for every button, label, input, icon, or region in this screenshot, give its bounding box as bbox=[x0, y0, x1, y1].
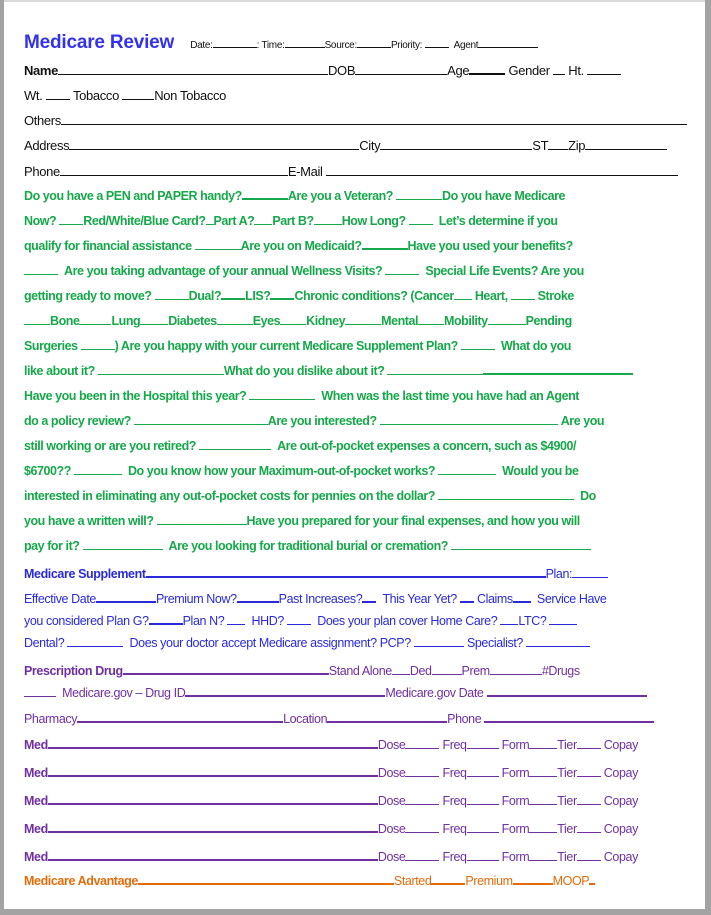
question-text: Heart, bbox=[474, 289, 508, 303]
others-row bbox=[24, 113, 696, 128]
form-page bbox=[4, 0, 705, 909]
premium-label: Premium bbox=[465, 874, 513, 888]
age-field[interactable] bbox=[469, 72, 505, 75]
plan-n-label: Plan N? bbox=[182, 614, 225, 628]
tier-field[interactable] bbox=[577, 747, 601, 749]
advantage-heading: Medicare Advantage bbox=[24, 874, 138, 888]
med-label: Med bbox=[24, 738, 48, 752]
question-text: What do you bbox=[500, 339, 571, 353]
supplement-heading-row bbox=[24, 567, 696, 581]
phone-field[interactable] bbox=[60, 174, 288, 176]
tier-field[interactable] bbox=[577, 859, 601, 861]
question-text: Are you interested? bbox=[267, 414, 377, 428]
question-text: Lung bbox=[111, 314, 141, 328]
question-line-11 bbox=[24, 439, 696, 453]
question-text: Let’s determine if you bbox=[438, 214, 558, 228]
question-text: Special Life Events? Are you bbox=[425, 264, 584, 278]
stand-alone-field[interactable] bbox=[392, 673, 410, 675]
question-line-4 bbox=[24, 264, 696, 278]
med-field[interactable] bbox=[48, 746, 378, 749]
advantage-field[interactable] bbox=[138, 882, 394, 885]
question-line-3 bbox=[24, 239, 696, 253]
dose-field[interactable] bbox=[405, 859, 439, 861]
specialist-label: Specialist? bbox=[466, 636, 523, 650]
date-label: Date: bbox=[190, 40, 213, 51]
supplement-row-2 bbox=[24, 614, 696, 628]
form-field[interactable] bbox=[529, 859, 557, 861]
copay-label: Copay bbox=[603, 766, 638, 780]
started-label: Started bbox=[393, 874, 432, 888]
med-row bbox=[24, 766, 696, 780]
freq-field[interactable] bbox=[467, 803, 499, 805]
question-text: Are you taking advantage of your annual Wellness Visits? bbox=[64, 264, 383, 278]
prescription-heading-row bbox=[24, 664, 696, 678]
name-row bbox=[24, 63, 696, 78]
moop-label: MOOP bbox=[552, 874, 590, 888]
time-field[interactable] bbox=[285, 46, 325, 48]
email-field[interactable] bbox=[326, 174, 678, 176]
med-row bbox=[24, 850, 696, 864]
question-line-9 bbox=[24, 389, 696, 403]
claims-field[interactable] bbox=[513, 600, 531, 603]
question-line-7 bbox=[24, 339, 696, 353]
question-line-2 bbox=[24, 214, 696, 228]
prescription-row-2 bbox=[24, 712, 696, 726]
effective-date-label: Effective Date bbox=[24, 592, 96, 606]
answer-field[interactable] bbox=[74, 473, 122, 475]
answer-field[interactable] bbox=[438, 498, 574, 500]
supplement-row-3 bbox=[24, 636, 696, 650]
question-text: getting ready to move? bbox=[24, 289, 152, 303]
question-text: Diabetes bbox=[168, 314, 217, 328]
diabetes-field[interactable] bbox=[217, 323, 253, 325]
address-row bbox=[24, 138, 696, 153]
answer-field[interactable] bbox=[155, 298, 189, 300]
mobility-field[interactable] bbox=[488, 323, 526, 325]
med-row bbox=[24, 822, 696, 836]
cancer-field[interactable] bbox=[454, 298, 472, 300]
agent-field[interactable] bbox=[478, 46, 538, 48]
question-text: qualify for financial assistance bbox=[24, 239, 192, 253]
plan-g-label: you considered Plan G? bbox=[24, 614, 149, 628]
question-text: Would you be bbox=[502, 464, 579, 478]
question-text: What do you dislike about it? bbox=[223, 364, 385, 378]
question-text: Pending bbox=[525, 314, 572, 328]
question-text: Bone bbox=[50, 314, 80, 328]
med-label: Med bbox=[24, 822, 48, 836]
city-field[interactable] bbox=[380, 148, 532, 150]
ht-field[interactable] bbox=[587, 73, 621, 75]
source-field[interactable] bbox=[357, 46, 391, 48]
form-label: Form bbox=[501, 766, 530, 780]
question-line-15 bbox=[24, 539, 696, 553]
gender-label: Gender bbox=[508, 63, 550, 78]
dose-field[interactable] bbox=[405, 803, 439, 805]
freq-label: Freq bbox=[442, 766, 467, 780]
pharmacy-label: Pharmacy bbox=[24, 712, 78, 726]
freq-field[interactable] bbox=[467, 831, 499, 833]
question-text: Dual? bbox=[188, 289, 222, 303]
pharmacy-phone-field[interactable] bbox=[484, 720, 654, 723]
dual-field[interactable] bbox=[221, 297, 245, 300]
effective-date-field[interactable] bbox=[96, 600, 156, 603]
specialist-field[interactable] bbox=[526, 645, 590, 647]
claims-label: Claims bbox=[476, 592, 513, 606]
copay-label: Copay bbox=[603, 850, 638, 864]
question-text: Are you on Medicaid? bbox=[240, 239, 362, 253]
question-text: How Long? bbox=[341, 214, 406, 228]
hhd-label: HHD? bbox=[251, 614, 284, 628]
page-title: Medicare Review bbox=[24, 32, 175, 53]
question-text: Are you looking for traditional burial or cremation? bbox=[168, 539, 448, 553]
others-label: Others bbox=[24, 113, 61, 128]
question-text: Red/White/Blue Card? bbox=[83, 214, 206, 228]
question-text: like about it? bbox=[24, 364, 95, 378]
question-text: Do you have Medicare bbox=[442, 189, 566, 203]
answer-field[interactable] bbox=[83, 548, 163, 550]
med-row bbox=[24, 794, 696, 808]
plan-field[interactable] bbox=[572, 576, 608, 578]
question-text: Are out-of-pocket expenses a concern, such as $4900/ bbox=[277, 439, 577, 453]
dose-label: Dose bbox=[377, 822, 406, 836]
question-text: Have you prepared for your final expenses, and how you will bbox=[246, 514, 580, 528]
ded-field[interactable] bbox=[432, 673, 462, 675]
started-field[interactable] bbox=[431, 882, 465, 885]
supplement-field[interactable] bbox=[146, 575, 546, 578]
question-line-12 bbox=[24, 464, 696, 478]
freq-field[interactable] bbox=[467, 747, 499, 749]
med-field[interactable] bbox=[48, 830, 378, 833]
supplement-heading: Medicare Supplement bbox=[24, 567, 146, 581]
question-text: Are you a Veteran? bbox=[287, 189, 393, 203]
answer-field[interactable] bbox=[249, 398, 315, 400]
ltc-field[interactable] bbox=[549, 623, 577, 625]
prescription-heading: Prescription Drug bbox=[24, 664, 123, 678]
prem-label: Prem bbox=[461, 664, 490, 678]
freq-field[interactable] bbox=[467, 775, 499, 777]
med-field[interactable] bbox=[48, 858, 378, 861]
city-label: City bbox=[359, 138, 381, 153]
phone-label: Phone bbox=[24, 164, 60, 179]
question-line-5 bbox=[24, 289, 696, 303]
home-care-label: Does your plan cover Home Care? bbox=[317, 614, 498, 628]
premium-field[interactable] bbox=[513, 882, 553, 885]
address-field[interactable] bbox=[69, 148, 359, 150]
question-text: you have a written will? bbox=[24, 514, 154, 528]
freq-label: Freq bbox=[442, 850, 467, 864]
form-field[interactable] bbox=[529, 831, 557, 833]
ltc-label: LTC? bbox=[518, 614, 547, 628]
med-label: Med bbox=[24, 766, 48, 780]
question-text: Mobility bbox=[444, 314, 488, 328]
prem-field[interactable] bbox=[490, 673, 542, 675]
answer-field[interactable] bbox=[134, 423, 268, 425]
premium-now-label: Premium Now? bbox=[156, 592, 237, 606]
header-row bbox=[24, 32, 696, 54]
location-field[interactable] bbox=[327, 720, 447, 723]
prescription-row-1 bbox=[24, 686, 696, 700]
answer-field[interactable] bbox=[24, 273, 58, 275]
answer-field[interactable] bbox=[380, 423, 558, 425]
answer-field[interactable] bbox=[314, 223, 342, 225]
copay-label: Copay bbox=[603, 738, 638, 752]
med-row bbox=[24, 738, 696, 752]
supplement-row-1 bbox=[24, 592, 696, 606]
stand-alone-label: Stand Alone bbox=[328, 664, 392, 678]
question-text: Part B? bbox=[272, 214, 314, 228]
this-year-field[interactable] bbox=[460, 600, 474, 603]
answer-field[interactable] bbox=[438, 473, 496, 475]
question-text: Stroke bbox=[537, 289, 574, 303]
form-label: Form bbox=[501, 822, 530, 836]
question-text: pay for it? bbox=[24, 539, 80, 553]
tier-field[interactable] bbox=[577, 831, 601, 833]
question-text: Do bbox=[580, 489, 596, 503]
question-text: Eyes bbox=[252, 314, 281, 328]
question-line-8 bbox=[24, 364, 696, 378]
form-label: Form bbox=[501, 850, 530, 864]
question-line-13 bbox=[24, 489, 696, 503]
med-label: Med bbox=[24, 850, 48, 864]
tier-field[interactable] bbox=[577, 775, 601, 777]
prescription-field[interactable] bbox=[123, 672, 329, 675]
drugs-label: #Drugs bbox=[541, 664, 580, 678]
dob-label: DOB bbox=[328, 63, 356, 78]
question-line-14 bbox=[24, 514, 696, 528]
question-text: still working or are you retired? bbox=[24, 439, 196, 453]
form-label: Form bbox=[501, 738, 530, 752]
st-label: ST bbox=[532, 138, 549, 153]
med-label: Med bbox=[24, 794, 48, 808]
past-increases-field[interactable] bbox=[362, 600, 376, 603]
moop-field[interactable] bbox=[589, 882, 595, 885]
tier-label: Tier bbox=[557, 766, 577, 780]
advantage-row bbox=[24, 874, 696, 888]
answer-field[interactable] bbox=[461, 348, 495, 350]
answer-field[interactable] bbox=[199, 448, 271, 450]
name-label: Name bbox=[24, 63, 59, 78]
med-field[interactable] bbox=[48, 774, 378, 777]
dose-label: Dose bbox=[377, 738, 406, 752]
zip-field[interactable] bbox=[585, 148, 667, 150]
tier-field[interactable] bbox=[577, 803, 601, 805]
question-text: Kidney bbox=[306, 314, 346, 328]
priority-field[interactable] bbox=[425, 46, 449, 48]
pcp-field[interactable] bbox=[414, 645, 464, 647]
past-increases-label: Past Increases? bbox=[278, 592, 363, 606]
location-label: Location bbox=[283, 712, 328, 726]
stroke-field[interactable] bbox=[24, 323, 50, 325]
eyes-field[interactable] bbox=[280, 323, 306, 325]
answer-field[interactable] bbox=[206, 223, 214, 225]
weight-row bbox=[24, 88, 696, 103]
source-label: Source: bbox=[324, 40, 357, 51]
tobacco-label: Tobacco bbox=[72, 88, 119, 103]
form-field[interactable] bbox=[529, 747, 557, 749]
premium-now-field[interactable] bbox=[237, 600, 279, 603]
answer-field[interactable] bbox=[254, 223, 272, 225]
dob-field[interactable] bbox=[355, 73, 447, 75]
will-field[interactable] bbox=[157, 523, 247, 525]
date-field[interactable] bbox=[213, 46, 257, 48]
lis-field[interactable] bbox=[270, 297, 294, 300]
priority-label: Priority: bbox=[390, 40, 423, 51]
question-text: Mental bbox=[381, 314, 418, 328]
gender-field[interactable] bbox=[553, 73, 565, 75]
tier-label: Tier bbox=[557, 738, 577, 752]
question-line-10 bbox=[24, 414, 696, 428]
med-field[interactable] bbox=[48, 802, 378, 805]
wt-field[interactable] bbox=[46, 98, 70, 100]
question-text: Chronic conditions? (Cancer bbox=[294, 289, 454, 303]
answer-field[interactable] bbox=[362, 247, 408, 250]
tier-label: Tier bbox=[557, 794, 577, 808]
email-label: E-Mail bbox=[287, 164, 323, 179]
answer-field[interactable] bbox=[396, 198, 442, 200]
age-label: Age bbox=[447, 63, 470, 78]
home-care-field[interactable] bbox=[500, 623, 518, 625]
dislike-field[interactable] bbox=[387, 373, 483, 375]
answer-field[interactable] bbox=[385, 273, 419, 275]
drug-id-field[interactable] bbox=[185, 694, 385, 697]
ht-label: Ht. bbox=[568, 63, 584, 78]
answer-field[interactable] bbox=[195, 248, 241, 250]
answer-field[interactable] bbox=[242, 197, 288, 200]
freq-label: Freq bbox=[442, 822, 467, 836]
tier-label: Tier bbox=[557, 850, 577, 864]
drug-id-label: Medicare.gov – Drug ID bbox=[62, 686, 186, 700]
time-label: : Time: bbox=[256, 40, 285, 51]
question-line-6 bbox=[24, 314, 696, 328]
question-text: do a policy review? bbox=[24, 414, 131, 428]
this-year-label: This Year Yet? bbox=[382, 592, 457, 606]
assignment-label: Does your doctor accept Medicare assignment? PCP? bbox=[129, 636, 411, 650]
question-text: $6700?? bbox=[24, 464, 71, 478]
name-field[interactable] bbox=[58, 73, 328, 75]
freq-label: Freq bbox=[442, 794, 467, 808]
question-text: ) Are you happy with your current Medicare Supplement Plan? bbox=[114, 339, 458, 353]
tier-label: Tier bbox=[557, 822, 577, 836]
wt-label: Wt. bbox=[24, 88, 43, 103]
dose-field[interactable] bbox=[405, 747, 439, 749]
plan-g-field[interactable] bbox=[149, 622, 183, 625]
burial-field[interactable] bbox=[451, 548, 591, 550]
freq-label: Freq bbox=[442, 738, 467, 752]
ded-label: Ded bbox=[409, 664, 432, 678]
form-field[interactable] bbox=[529, 775, 557, 777]
question-text: Have you used your benefits? bbox=[407, 239, 573, 253]
drugs-field[interactable] bbox=[24, 695, 56, 697]
plan-n-field[interactable] bbox=[227, 623, 245, 625]
mental-field[interactable] bbox=[418, 323, 444, 325]
st-field[interactable] bbox=[548, 148, 568, 150]
hhd-field[interactable] bbox=[287, 623, 311, 625]
dental-label: Dental? bbox=[24, 636, 65, 650]
question-text: Part A? bbox=[213, 214, 255, 228]
phone-row bbox=[24, 164, 696, 179]
dental-field[interactable] bbox=[67, 645, 123, 647]
question-text: Are you bbox=[560, 414, 605, 428]
dislike-field-ext[interactable] bbox=[483, 372, 633, 375]
pharmacy-phone-label: Phone bbox=[447, 712, 482, 726]
pharmacy-field[interactable] bbox=[77, 720, 283, 723]
kidney-field[interactable] bbox=[345, 323, 381, 325]
question-text: Now? bbox=[24, 214, 57, 228]
surgeries-field[interactable] bbox=[81, 348, 115, 350]
mg-date-field[interactable] bbox=[487, 694, 647, 697]
question-text: Do you have a PEN and PAPER handy? bbox=[24, 189, 242, 203]
question-text: Have you been in the Hospital this year? bbox=[24, 389, 247, 403]
others-field[interactable] bbox=[61, 123, 687, 125]
copay-label: Copay bbox=[603, 822, 638, 836]
dose-label: Dose bbox=[377, 766, 406, 780]
question-text: LIS? bbox=[245, 289, 271, 303]
service-have-label: Service Have bbox=[536, 592, 607, 606]
copay-label: Copay bbox=[603, 794, 638, 808]
dose-field[interactable] bbox=[405, 831, 439, 833]
question-line-1 bbox=[24, 189, 696, 203]
non-tobacco-label: Non Tobacco bbox=[154, 88, 227, 103]
question-text: Surgeries bbox=[24, 339, 78, 353]
question-text: When was the last time you have had an Agent bbox=[321, 389, 579, 403]
question-text: interested in eliminating any out-of-pocket costs for pennies on the dollar? bbox=[24, 489, 435, 503]
like-field[interactable] bbox=[98, 373, 224, 375]
question-text: Do you know how your Maximum-out-of-pocket works? bbox=[127, 464, 436, 478]
answer-field[interactable] bbox=[59, 223, 83, 225]
form-field[interactable] bbox=[529, 803, 557, 805]
agent-label: Agent bbox=[453, 40, 479, 51]
mg-date-label: Medicare.gov Date bbox=[385, 686, 484, 700]
form-label: Form bbox=[501, 794, 530, 808]
lung-field[interactable] bbox=[140, 323, 168, 325]
dose-label: Dose bbox=[377, 850, 406, 864]
dose-field[interactable] bbox=[405, 775, 439, 777]
dose-label: Dose bbox=[377, 794, 406, 808]
tobacco-field[interactable] bbox=[122, 98, 154, 100]
heart-field[interactable] bbox=[511, 298, 535, 300]
plan-label: Plan: bbox=[545, 567, 573, 581]
address-label: Address bbox=[24, 138, 70, 153]
zip-label: Zip bbox=[568, 138, 586, 153]
answer-field[interactable] bbox=[409, 223, 433, 225]
bone-field[interactable] bbox=[79, 323, 111, 325]
freq-field[interactable] bbox=[467, 859, 499, 861]
